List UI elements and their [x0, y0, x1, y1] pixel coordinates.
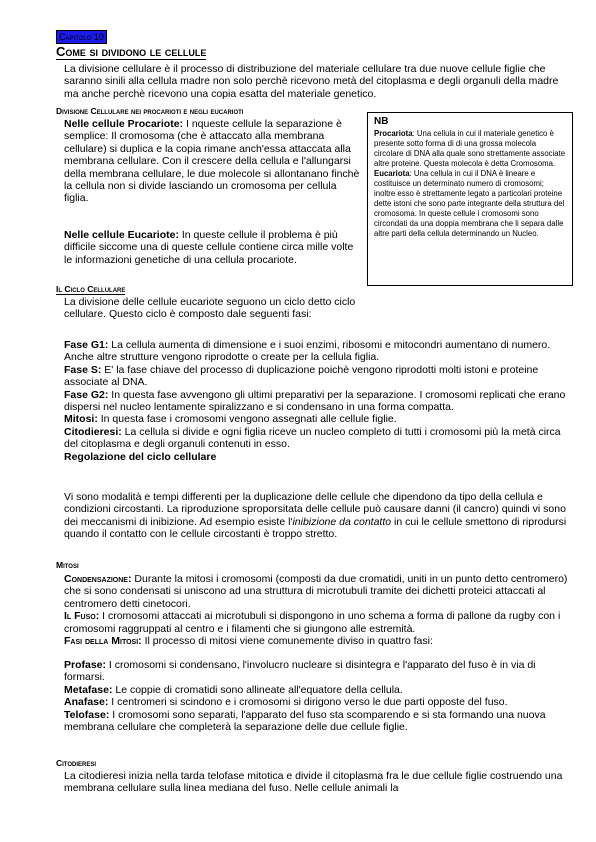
procariote-text: I nqueste cellule la separazione è semplice: Il cromosoma (che è attaccato alla membrana cellulare) si duplica e la copia rimane anch'essa attaccata alla membrana cellulare. Con il crescere della cellula e l'allungarsi della membrana cellulare, le due molecole si allontanano finchè la cellula non si divide lasciando un cromosoma per cellula figlia. [64, 118, 360, 205]
fasi-block [64, 339, 574, 463]
profase-text: I cromosomi si condensano, l'involucro nucleare si disintegra e l'apparato del fuso è in via di formarsi. [64, 659, 536, 684]
fase-g2-label: Fase G2: [64, 388, 109, 401]
mitosi-block [64, 573, 574, 647]
anafase-item [64, 696, 574, 708]
fase-s-item [64, 364, 574, 389]
chapter-label: Capitolo 10 [56, 30, 107, 44]
eucariote-paragraph [64, 229, 360, 266]
telofase-item [64, 709, 574, 734]
anafase-label: Anafase: [64, 696, 109, 709]
nb-procariota-label: Procariota [374, 129, 413, 138]
regolazione-heading: Regolazione del ciclo cellulare [64, 450, 217, 463]
anafase-text: I centromeri si scindono e i cromosomi si dirigono verso le due parti opposte del fuso. [108, 696, 508, 709]
nb-procariota [374, 129, 566, 169]
condensazione-text: Durante la mitosi i cromosomi (composti da due cromatidi, uniti in un punto detto centromero) che si sono condensati si uniscono ad una struttura di microtubuli tramite dei dichetti proteici attaccati al centromero detti cinetocori. [64, 573, 568, 610]
mitosi-label: Mitosi: [64, 413, 98, 426]
fuso-item [64, 610, 574, 635]
regolazione-text-a: Vi sono modalità e tempi differenti per la duplicazione delle cellule che dipendono da tipo della cellula e condizioni circostanti. La riproduzione sproporsitata delle cellule può causare danni (il cancro) quindi vi sono dei meccanismi di inibizione. Ad esempio esiste l' [64, 491, 566, 528]
profase-label: Profase: [64, 659, 107, 671]
citodieresi-item [64, 426, 574, 451]
eucariote-label: Nelle cellule Eucariote: [64, 229, 179, 241]
nb-eucariota-label: Eucariota [374, 169, 410, 178]
fasi-mitosi-list [64, 659, 574, 733]
section-heading-divisione: Divisione Cellulare nei procarioti e negli eucarioti [56, 106, 244, 116]
nb-procariota-text: : Una cellula in cui il materiale genetico è presente sotto forma di di una grossa molecola circolare di DNA alla quale sono strettamente associate altre proteine. Questa molecola è detta Cromosoma. [374, 129, 566, 168]
nb-title: NB [374, 116, 389, 127]
condensazione-item [64, 573, 574, 610]
fuso-text: I cromosomi attaccati ai microtubuli si dispongono in uno schema a forma di pallone da rugby con i cromosomi raggruppati al centro e i filamenti che si giungono alle estremità. [64, 610, 561, 635]
fase-s-label: Fase S: [64, 363, 102, 376]
intro-text: La divisione cellulare è il processo di distribuzione del materiale cellulare tra due nuove cellule figlie che saranno sinili alla cellula madre non solo perchè ricevono metà del citoplasma e degli organuli della madre ma anche perchè ricevono una copia esatta del materiale genetico. [64, 63, 559, 100]
inibizione-term: inibizione da contatto [292, 515, 392, 528]
telofase-text: I cromosomi sono separati, l'apparato del fuso sta scomparendo e si sta formando una nuova membrana cellulare che completerà la separazione delle due cellule figlie. [64, 708, 546, 734]
fase-g1-item [64, 339, 574, 364]
fase-s-text: E' la fase chiave del processo di duplicazione poichè vengono riprodotti molti istoni e proteine associate al DNA. [64, 363, 539, 389]
nb-eucariota [374, 169, 566, 239]
fasi-mitosi-text: Il processo di mitosi viene comunemente diviso in quattro fasi: [141, 635, 433, 648]
section-heading-citodieresi: Citodieresi [56, 758, 97, 768]
condensazione-label: Condensazione: [64, 573, 132, 585]
section-heading-mitosi: Mitosi [56, 560, 79, 570]
mitosi-item [64, 413, 574, 425]
regolazione-text-b: in cui le cellule smettono di riprodursi quando il contatto con le cellule circostanti è troppo stretto. [64, 515, 567, 541]
metafase-label: Metafase: [64, 683, 113, 696]
profase-item [64, 659, 574, 684]
ciclo-intro: La divisione delle cellule eucariote seguono un ciclo detto ciclo cellulare. Questo ciclo è composto dale seguenti fasi: [64, 296, 356, 321]
fase-g1-label: Fase G1: [64, 339, 109, 351]
intro-paragraph [64, 63, 572, 100]
fase-g2-text: In questa fase avvengono gli ultimi preparativi per la separazione. I cromosomi replicati che erano dispersi nel nucleo lentamente spiralizzano e si condensano in una forma compatta. [64, 388, 566, 414]
fase-g2-item [64, 389, 574, 414]
fasi-mitosi-item [64, 635, 574, 647]
fase-g1-text: La cellula aumenta di dimensione e i suoi enzimi, ribosomi e mitocondri aumentano di numero. Anche altre strutture vengono riprodotte o create per la cellula figlia. [64, 339, 551, 364]
procariote-paragraph [64, 118, 360, 205]
citodieresi-label: Citodieresi: [64, 425, 122, 438]
metafase-text: Le coppie di cromatidi sono allineate all'equatore della cellula. [112, 683, 403, 696]
page-title: Come si dividono le cellule [56, 44, 207, 59]
metafase-item [64, 684, 574, 696]
citodieresi-paragraph: La citodieresi inizia nella tarda telofase mitotica e divide il citoplasma fra le due cellule figlie costruendo una membrana cellulare sulla linea mediana del fuso. Nelle cellule animali la [64, 770, 563, 795]
mitosi-text: In questa fase i cromosomi vengono assegnati alle cellule figlie. [97, 413, 397, 426]
fasi-mitosi-label: Fasi della Mitosi: [64, 635, 142, 648]
nb-box [367, 112, 573, 286]
section-heading-ciclo: Il Ciclo Cellulare [56, 284, 126, 294]
fuso-label: Il Fuso: [64, 610, 100, 623]
procariote-label: Nelle cellule Procariote: [64, 118, 184, 130]
eucariote-text: In queste cellule il problema è più difficile siccome una di queste cellule contiene circa mille volte le informazioni genetiche di una cellula procariote. [64, 229, 354, 266]
telofase-label: Telofase: [64, 708, 110, 721]
regolazione-paragraph [64, 491, 574, 541]
citodieresi-text: La cellula si divide e ogni figlia riceve un nucleo completo di tutti i cromosomi più la metà circa del citoplasma e degli organuli contenuti in esso. [64, 425, 561, 451]
nb-eucariota-text: : Una cellula in cui il DNA è lineare e costituisce un determinato numero di cromosomi; inoltre esso è strettamente legato a particolari proteine dette istoni che sono parte integrante della struttura del cromosoma. In queste cellule i cromosomi sono circondati da una doppia membrana che li separa dalle altre parti della cellula determinando un Nucleo. [374, 169, 565, 238]
